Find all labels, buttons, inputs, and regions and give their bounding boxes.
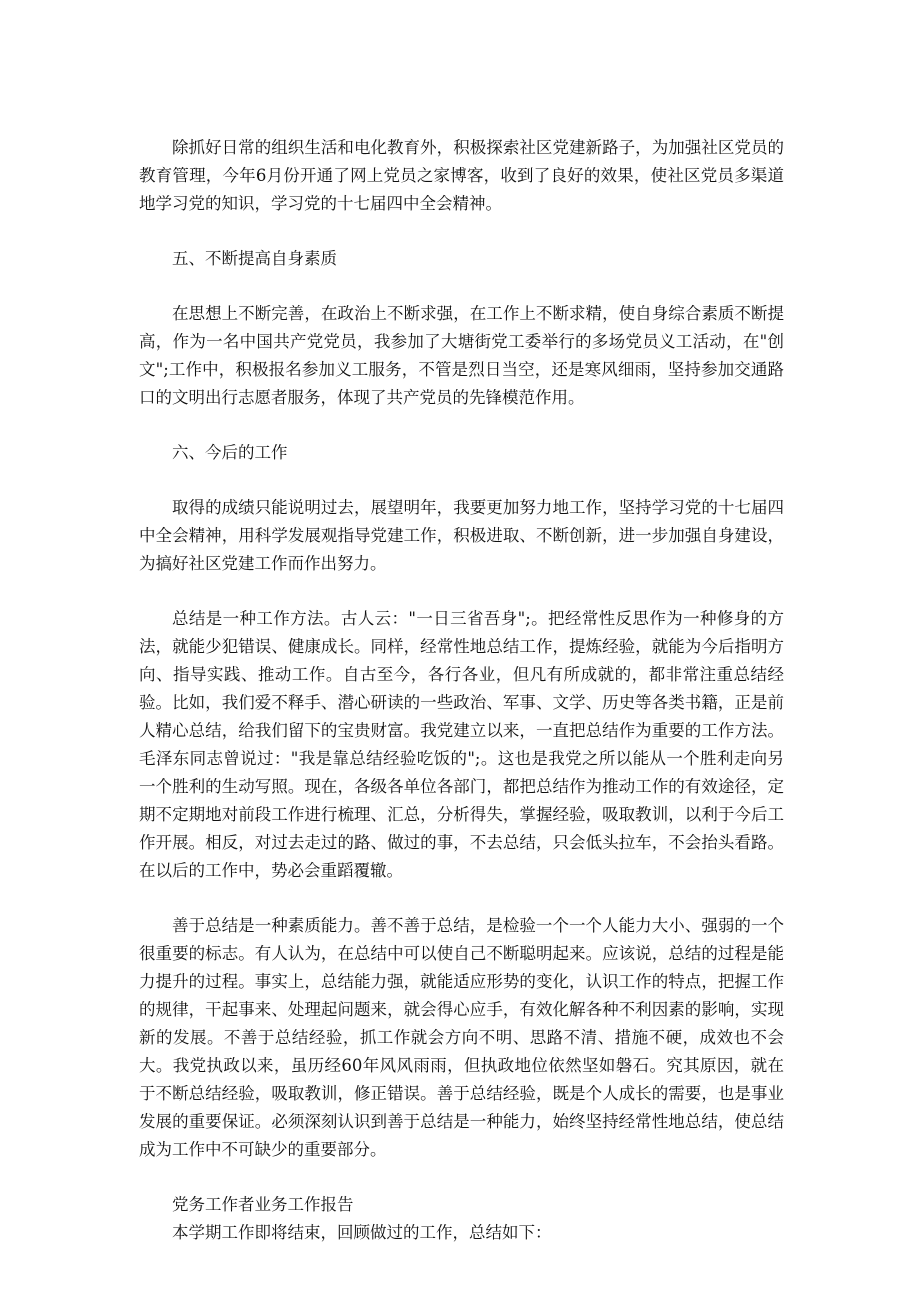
section-heading-future-work: 六、今后的工作 <box>172 443 288 462</box>
paragraph-summary-method: 总结是一种工作方法。古人云："一日三省吾身";。把经常性反思作为一种修身的方法，就能少犯错误、健康成长。同样，经常性地总结工作，提炼经验，就能为今后指明方向、指导实践、推动工作。自古至今，各行各业，但凡有所成就的，都非常注重总结经验。比如，我们爱不释手、潜心研读的一些政治、军事、文学、历史等各类书籍，正是前人精心总结，给我们留下的宝贵财富。我党建立以来，一直把总结作为重要的工作方法。毛泽东同志曾说过："我是靠总结经验吃饭的";。这也是我党之所以能从一个胜利走向另一个胜利的生动写照。现在，各级各单位各部门，都把总结作为推动工作的有效途径，定期不定期地对前段工作进行梳理、汇总，分析得失，掌握经验，吸取教训，以利于今后工作开展。相反，对过去走过的路、做过的事，不去总结，只会低头拉车，不会抬头看路。在以后的工作中，势必会重蹈覆辙。 <box>139 609 784 880</box>
section-heading-self-improvement: 五、不断提高自身素质 <box>172 249 337 268</box>
report-intro: 本学期工作即将结束，回顾做过的工作，总结如下： <box>172 1223 552 1242</box>
document-body <box>139 134 784 1247</box>
report-title: 党务工作者业务工作报告 <box>172 1195 354 1214</box>
paragraph-self-improvement: 在思想上不断完善，在政治上不断求强，在工作上不断求精，使自身综合素质不断提高，作为一名中国共产党党员，我参加了大塘街党工委举行的多场党员义工活动，在"创文";工作中，积极报名参加义工服务，不管是烈日当空，还是寒风细雨，坚持参加交通路口的文明出行志愿者服务，体现了共产党员的先锋模范作用。 <box>139 304 784 407</box>
paragraph-summary-ability: 善于总结是一种素质能力。善不善于总结，是检验一个一个人能力大小、强弱的一个很重要的标志。有人认为，在总结中可以使自己不断聪明起来。应该说，总结的过程是能力提升的过程。事实上，总结能力强，就能适应形势的变化，认识工作的特点，把握工作的规律，干起事来、处理起问题来，就会得心应手，有效化解各种不利因素的影响，实现新的发展。不善于总结经验，抓工作就会方向不明、思路不清、措施不硬，成效也不会大。我党执政以来，虽历经60年风风雨雨，但执政地位依然坚如磐石。究其原因，就在于不断总结经验，吸取教训，修正错误。善于总结经验，既是个人成长的需要，也是事业发展的重要保证。必须深刻认识到善于总结是一种能力，始终坚持经常性地总结，使总结成为工作中不可缺少的重要部分。 <box>139 916 784 1159</box>
paragraph-future-work: 取得的成绩只能说明过去，展望明年，我要更加努力地工作，坚持学习党的十七届四中全会精神，用科学发展观指导党建工作，积极进取、不断创新，进一步加强自身建设，为搞好社区党建工作而作出努力。 <box>139 498 784 573</box>
paragraph-community-blog: 除抓好日常的组织生活和电化教育外，积极探索社区党建新路子，为加强社区党员的教育管理，今年6月份开通了网上党员之家博客，收到了良好的效果，使社区党员多渠道地学习党的知识，学习党的十七届四中全会精神。 <box>139 138 784 213</box>
